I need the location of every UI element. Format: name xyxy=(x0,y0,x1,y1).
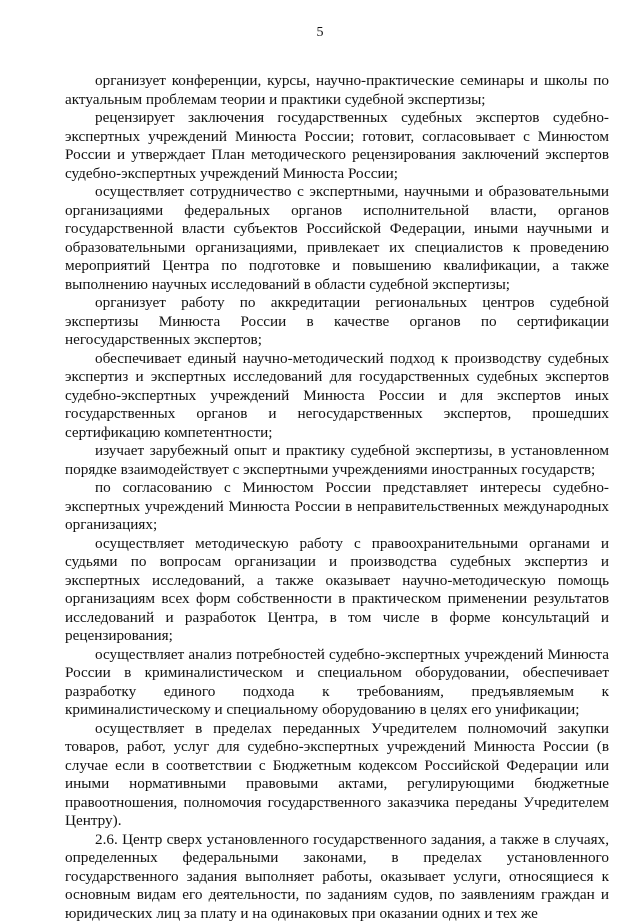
paragraph-methodical-work: осуществляет методическую работу с правоохранительными органами и судьями по вопросам организации и производства судебных экспертиз и экспертных исследований, а также оказывает научно-методическую помощь организациям всех форм собственности в практическом применении результатов исследований и разработок Центра, в том числе в форме консультаций и рецензирования; xyxy=(65,535,609,646)
document-body xyxy=(65,72,609,923)
paragraph-foreign-experience: изучает зарубежный опыт и практику судебной экспертизы, в установленном порядке взаимодействует с экспертными учреждениями иностранных государств; xyxy=(65,442,609,479)
paragraph-international: по согласованию с Минюстом России представляет интересы судебно-экспертных учреждений Минюста России в неправительственных международных организациях; xyxy=(65,479,609,535)
paragraph-procurement: осуществляет в пределах переданных Учредителем полномочий закупки товаров, работ, услуг для судебно-экспертных учреждений Минюста России (в случае если в соответствии с Бюджетным кодексом Российской Федерации или иными нормативными правовыми актами, регулирующими бюджетные правоотношения, полномочия государственного заказчика переданы Учредителем Центру). xyxy=(65,720,609,831)
paragraph-equipment: осуществляет анализ потребностей судебно-экспертных учреждений Минюста России в криминалистическом и специальном оборудовании, обеспечивает разработку единого подхода к требованиям, предъявляемым к криминалистическому и специальному оборудованию в целях его унификации; xyxy=(65,646,609,720)
paragraph-reviews: рецензирует заключения государственных судебных экспертов судебно-экспертных учреждений Минюста России; готовит, согласовывает с Минюстом России и утверждает План методического рецензирования заключений экспертов судебно-экспертных учреждений Минюста России; xyxy=(65,109,609,183)
paragraph-cooperation: осуществляет сотрудничество с экспертными, научными и образовательными организациями федеральных органов исполнительной власти, органов государственной власти субъектов Российской Федерации, иными научными и образовательными организациями, привлекает их специалистов к проведению мероприятий Центра по подготовке и повышению квалификации, а также выполнению научных исследований в области судебной экспертизы; xyxy=(65,183,609,294)
paragraph-section-2-6: 2.6. Центр сверх установленного государственного задания, а также в случаях, определенных федеральными законами, в пределах установленного государственного задания выполняет работы, оказывает услуги, относящиеся к основным видам его деятельности, по заданиям судов, по заявлениям граждан и юридических лиц за плату и на одинаковых при оказании одних и тех же xyxy=(65,831,609,923)
page-number: 5 xyxy=(0,25,640,41)
paragraph-methodology: обеспечивает единый научно-методический подход к производству судебных экспертиз и экспертных исследований для государственных судебных экспертов судебно-экспертных учреждений Минюста России и для экспертов иных государственных органов и негосударственных экспертов, прошедших сертификацию компетентности; xyxy=(65,350,609,443)
paragraph-accreditation: организует работу по аккредитации региональных центров судебной экспертизы Минюста России в качестве органов по сертификации негосударственных экспертов; xyxy=(65,294,609,350)
paragraph-conferences: организует конференции, курсы, научно-практические семинары и школы по актуальным проблемам теории и практики судебной экспертизы; xyxy=(65,72,609,109)
